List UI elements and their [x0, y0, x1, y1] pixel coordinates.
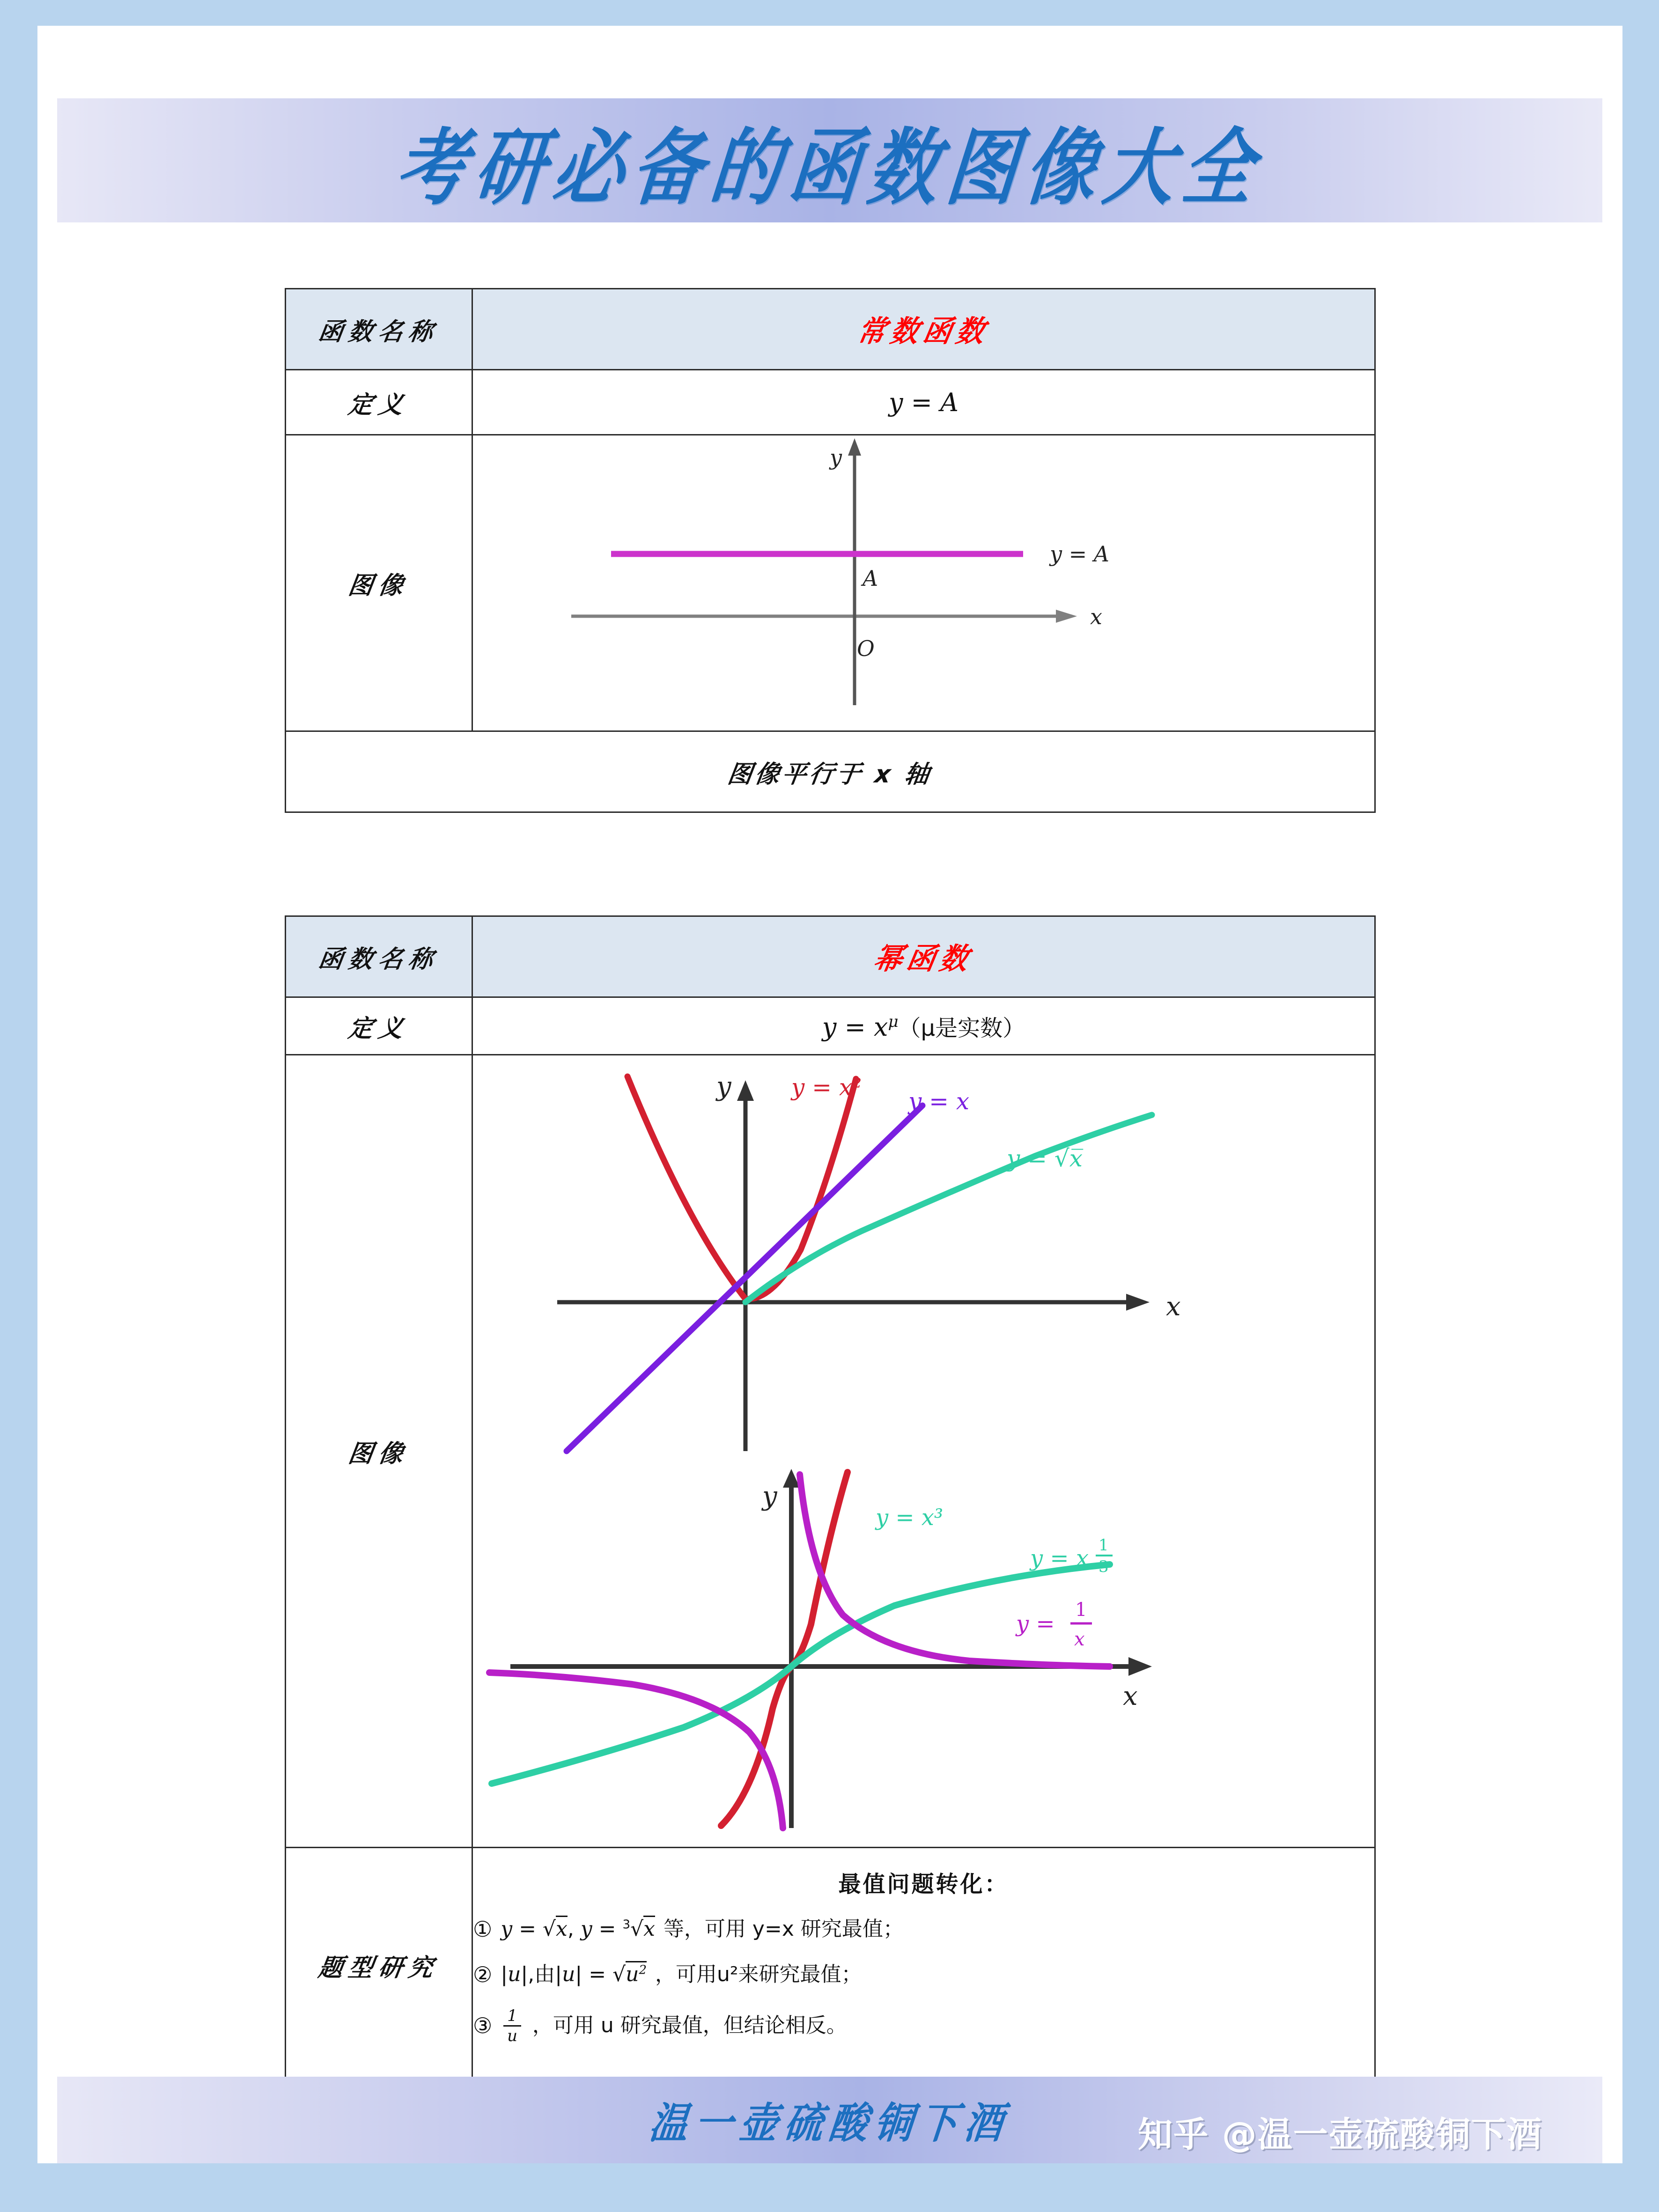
table-row — [286, 997, 1375, 1055]
legend-sqrt-x: y = √x̅ — [1007, 1145, 1083, 1172]
curve-x-squared — [627, 1077, 856, 1299]
definition-power: $y = x^\mu(\mu$是实数） — [822, 1012, 1025, 1042]
function-name-constant: 常数函数 — [855, 314, 992, 349]
label-function-name: 函数名称 — [316, 945, 441, 973]
research-item-1-text: 等，可用 y=x 研究最值； — [663, 1917, 904, 1941]
research-item-2 — [473, 1962, 1374, 1987]
label-cell-research — [286, 1848, 472, 2083]
legend-x-squared: y = x² — [791, 1074, 862, 1101]
value-label-A: A — [863, 566, 878, 591]
label-cell-definition — [286, 997, 472, 1055]
legend-cube-root-x — [1029, 1536, 1113, 1576]
table-constant-function — [285, 288, 1376, 813]
research-item-3-math: $\frac{1}{u}$ — [503, 2008, 521, 2044]
y-axis-label: y — [762, 1481, 777, 1512]
research-title: 最值问题转化： — [838, 1871, 1009, 1898]
table-power-function — [285, 915, 1376, 2084]
x-axis-label: x — [1090, 604, 1102, 629]
watermark-zhihu: 知乎 @温一壶硫酸铜下酒 — [1138, 2115, 1542, 2155]
svg-text:y =: y = — [1016, 1611, 1055, 1637]
label-cell-graph — [286, 435, 472, 731]
curve-cube-root-x — [492, 1564, 1110, 1784]
label-cell-definition — [286, 370, 472, 435]
research-item-1 — [473, 1917, 1374, 1942]
research-item-3-text: ，可用 u 研究最值，但结论相反。 — [532, 2013, 847, 2038]
x-axis-arrow — [1126, 1294, 1150, 1311]
page-sheet — [37, 26, 1622, 2163]
svg-text:x: x — [1074, 1629, 1085, 1650]
function-name-power: 幂函数 — [871, 942, 976, 976]
header-cell-function-name — [286, 916, 472, 997]
graph-cell-power — [472, 1055, 1375, 1848]
label-definition: 定义 — [346, 391, 411, 419]
label-definition: 定义 — [346, 1014, 411, 1043]
definition-constant: y = A — [888, 387, 959, 417]
chart-power-positive — [473, 1062, 1377, 1460]
label-function-name: 函数名称 — [316, 317, 441, 346]
table-row — [286, 1848, 1375, 2083]
label-graph: 图像 — [346, 1439, 411, 1468]
x-axis-arrow — [1056, 610, 1077, 623]
label-graph: 图像 — [346, 571, 411, 600]
svg-text:1: 1 — [1075, 1599, 1087, 1621]
table-row — [286, 435, 1375, 731]
page-title: 考研必备的函数图像大全 — [391, 120, 1267, 216]
graph-cell-constant — [472, 435, 1375, 731]
table-row — [286, 370, 1375, 435]
svg-text:1: 1 — [1099, 1536, 1109, 1555]
svg-text:y = x: y = x — [1030, 1545, 1089, 1571]
definition-cell-constant — [472, 370, 1375, 435]
note-parallel-x-axis: 图像平行于 x 轴 — [726, 760, 934, 789]
curve-label-constant: y = A — [1050, 541, 1109, 567]
research-item-2-text: ，可用u²来研究最值； — [655, 1962, 862, 1987]
x-axis-label: x — [1123, 1681, 1138, 1711]
curve-x-cubed — [721, 1472, 848, 1826]
table-row — [286, 731, 1375, 812]
label-cell-graph — [286, 1055, 472, 1848]
legend-x: y = x — [908, 1088, 970, 1115]
marker-1: ① — [473, 1917, 493, 1942]
marker-2: ② — [473, 1962, 493, 1987]
table-row — [286, 916, 1375, 997]
note-cell-constant — [286, 731, 1375, 812]
y-axis-label: y — [716, 1071, 731, 1102]
legend-reciprocal — [1015, 1599, 1092, 1650]
research-item-2-math: |u|,由$|u| = √u^2$ — [501, 1963, 647, 1987]
header-cell-function-name — [286, 289, 472, 370]
research-item-1-math: y = √x, y = $^3$√x — [501, 1917, 655, 1941]
footer-slogan: 温一壶硫酸铜下酒 — [647, 2099, 1012, 2148]
chart-constant-function — [473, 436, 1377, 730]
header-cell-function-value — [472, 289, 1375, 370]
title-banner — [57, 98, 1602, 222]
marker-3: ③ — [473, 2013, 493, 2038]
label-research: 题型研究 — [316, 1954, 441, 1982]
x-axis-label: x — [1166, 1291, 1181, 1322]
y-axis-arrow — [848, 438, 861, 456]
y-axis-arrow — [737, 1080, 754, 1101]
origin-label: O — [857, 636, 875, 661]
research-cell — [472, 1848, 1375, 2083]
header-cell-function-value — [472, 916, 1375, 997]
definition-cell-power — [472, 997, 1375, 1055]
table-row — [286, 1055, 1375, 1848]
research-item-3 — [473, 2008, 1374, 2044]
table-row — [286, 289, 1375, 370]
x-axis-arrow — [1128, 1657, 1152, 1676]
y-axis-label: y — [830, 445, 842, 470]
chart-power-mixed — [473, 1465, 1377, 1840]
legend-x-cubed: y = x³ — [876, 1504, 944, 1531]
curve-sqrt-x — [745, 1115, 1152, 1302]
svg-text:3: 3 — [1099, 1557, 1109, 1576]
